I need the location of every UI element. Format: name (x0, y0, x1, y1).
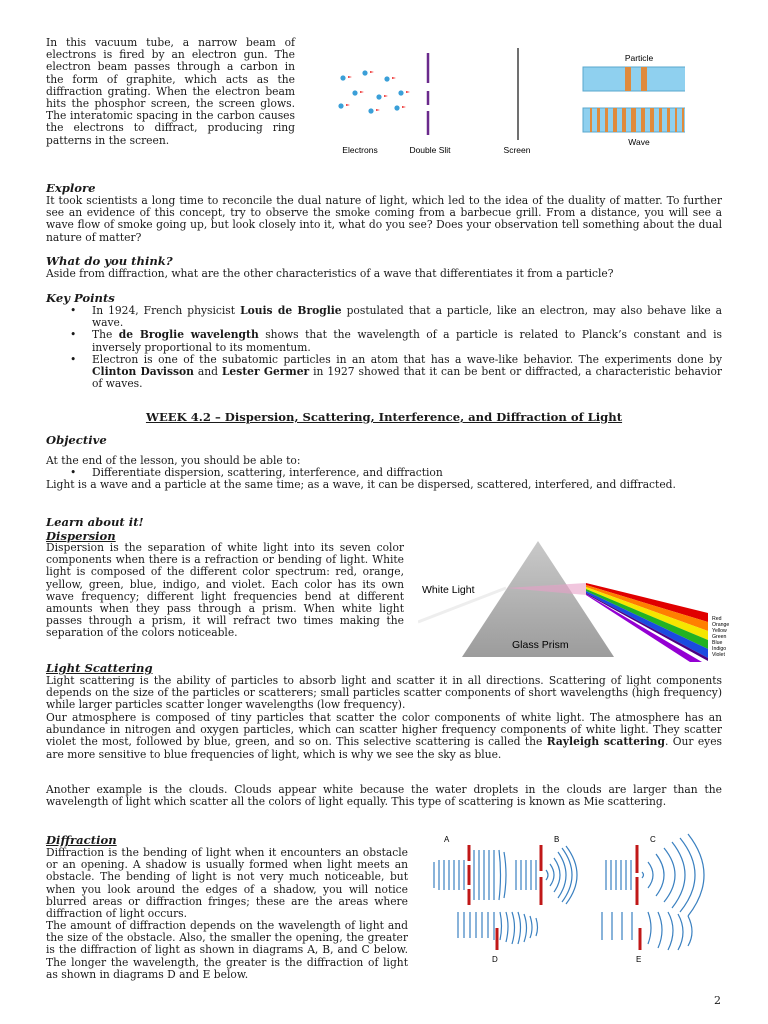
color-legend (712, 616, 729, 658)
explore-heading: Explore (46, 181, 96, 195)
label-white-light: White Light (422, 584, 475, 596)
intro-paragraph: In this vacuum tube, a narrow beam of electrons is fired by an electron gun. The electron beam passes through a carbon in the form of graphite, which acts as the diffraction grating. When the electron beam hits the phosphor screen, the screen glows. The interatomic spacing in the carbon causes the electrons to diffract, producing ring patterns in the screen. (46, 36, 295, 147)
key-points-heading: Key Points (46, 291, 115, 305)
diffraction-heading: Diffraction (46, 833, 117, 847)
legend-indigo: Indigo (712, 646, 727, 652)
label-screen: Screen (503, 145, 531, 155)
electron-double-slit-figure (325, 45, 685, 160)
key-point-3: • Electron is one of the subatomic particles in an atom that has a wave-like behavior. The experiments done by Clinton Davisson and Lester Germer in 1927 showed that it can be bent or diffracted, a characteristic behavior of waves. (46, 354, 722, 391)
legend-yellow: Yellow (712, 628, 727, 634)
particle-pattern (583, 67, 685, 91)
explore-text: It took scientists a long time to reconcile the dual nature of light, which led to the idea of the duality of matter. To further see an evidence of this concept, try to observe the smoke coming from a barbecue grill. From a distance, you will see a wave flow of smoke going up, but look closely into it, what do you see? Does your observation tell something about the dual nature of matter? (46, 194, 722, 244)
label-double-slit: Double Slit (409, 145, 451, 155)
dispersion-heading: Dispersion (46, 529, 116, 543)
label-d: D (492, 955, 498, 964)
diffraction-p1: Diffraction is the bending of light when it encounters an obstacle or an opening. A shadow is usually formed when light meets an obstacle. The bending of light is not very much noticeable, but when you look around the edges of a shadow, you will notice blurred areas or diffraction fringes; these are the areas where diffraction of light occurs. (46, 846, 408, 921)
diagram-b (516, 846, 577, 904)
dispersion-text: Dispersion is the separation of white light into its seven color components when there is a refraction or bending of light. White light is composed of the different color spectrum: red, orange, yellow, green, blue, indigo, and violet. Each color has its own wave frequency; different light frequencies bend at different amounts when they pass through a prism. When white light passes through a prism, it will refract two times making the separation of the colors noticeable. (46, 541, 404, 640)
diffraction-diagrams (428, 830, 728, 980)
legend-orange: Orange (712, 622, 730, 628)
scattering-p3: Another example is the clouds. Clouds appear white because the water droplets in the clouds are larger than the wavelength of light which scatter all the colors of light equally. This type of scattering is known as Mie scattering. (46, 783, 722, 809)
label-electrons: Electrons (342, 145, 378, 155)
legend-violet: Violet (712, 652, 725, 658)
week-title: WEEK 4.2 – Dispersion, Scattering, Interference, and Diffraction of Light (145, 410, 623, 424)
objective-item: • Differentiate dispersion, scattering, interference, and diffraction (46, 467, 722, 479)
objective-heading: Objective (46, 433, 107, 447)
prism-figure (418, 537, 740, 662)
label-a: A (444, 835, 450, 844)
diffraction-p2: The amount of diffraction depends on the wavelength of light and the size of the obstacle. Also, the smaller the opening, the greater is the diffraction of light as shown in diagrams A, B, and C below. The longer the wavelength, the greater is the diffraction of light as shown in diagrams D and E below. (46, 919, 408, 981)
legend-green: Green (712, 634, 727, 640)
label-wave: Wave (628, 137, 650, 147)
legend-blue: Blue (712, 640, 723, 646)
label-e: E (636, 955, 642, 964)
key-point-1: • In 1924, French physicist Louis de Broglie postulated that a particle, like an electron, may also behave like a wave. (46, 305, 722, 329)
diagram-e (602, 912, 692, 950)
scattering-p1: Light scattering is the ability of particles to absorb light and scatter it in all directions. Scattering of light components depends on the size of the particles or scatterers; small particles scatter components of short wavelengths (high frequency) while larger particles scatter longer wavelengths (low frequency). (46, 674, 722, 712)
label-glass-prism: Glass Prism (512, 639, 569, 651)
learn-heading: Learn about it! (46, 515, 144, 529)
key-points-list (46, 305, 722, 390)
label-b: B (554, 835, 560, 844)
key-point-2: • The de Broglie wavelength shows that the wavelength of a particle is related to Planck’s constant and is inversely proportional to its momentum. (46, 329, 722, 353)
label-c: C (650, 835, 656, 844)
diagram-c (606, 834, 704, 916)
page-number: 2 (714, 994, 721, 1007)
scattering-p2: Our atmosphere is composed of tiny particles that scatter the color components of white light. The atmosphere has an abundance in nitrogen and oxygen particles, which can scatter higher frequency components of white light. They scatter violet the most, followed by blue, green, and so on. This selective scattering is called the Rayleigh scattering. Our eyes are more sensitive to blue frequencies of light, which is why we see the sky as blue. (46, 711, 723, 761)
label-particle: Particle (624, 53, 654, 63)
legend-red: Red (712, 616, 722, 622)
scattering-heading: Light Scattering (46, 661, 153, 675)
objective-intro: At the end of the lesson, you should be able to: (46, 454, 301, 467)
think-heading: What do you think? (46, 254, 173, 268)
objective-after: Light is a wave and a particle at the same time; as a wave, it can be dispersed, scattered, interfered, and diffracted. (46, 478, 676, 491)
think-text: Aside from diffraction, what are the other characteristics of a wave that differentiates it from a particle? (46, 267, 614, 280)
electron-dots (338, 70, 410, 113)
